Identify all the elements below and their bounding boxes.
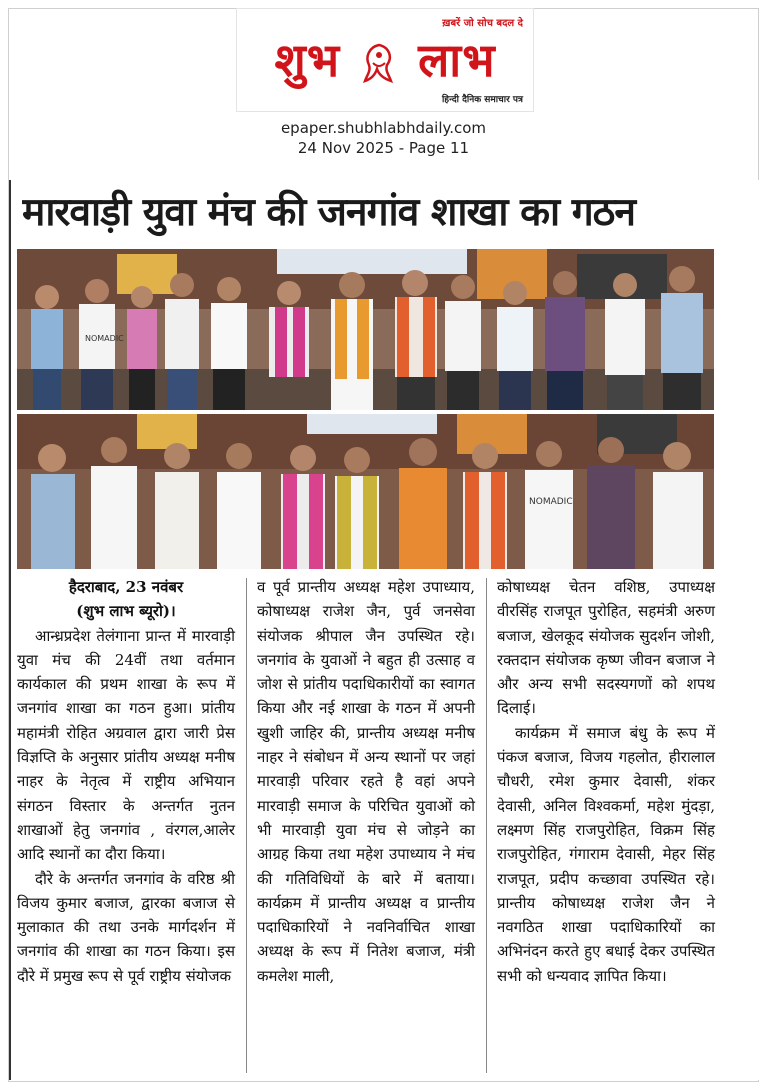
article-paragraph: व पूर्व प्रान्तीय अध्यक्ष महेश उपाध्याय, कोषाध्यक्ष राजेश जैन, पुर्व जनसेवा संयोजक श्रीपाल जैन उपस्थित रहे। जनगांव के युवाओं ने बहुत ही उत्साह व जोश से प्रांतीय पदाधिकारीयों का स्वागत किया और नई शाखा के गठन में अपनी खुशी जाहिर की, प्रान्तीय अध्यक्ष मनीष नाहर ने संबोधन में अन्य स्थानों पर जहां मारवाड़ी परिवार रहते है वहां अपने मारवाड़ी समाज के परिचित युवाओं को भी मारवाड़ी युवा मंच से जोड़ने का आग्रह किया तथा महेश उपाध्याय ने मंच की गतिविधियों के बारे में बताया। कार्यक्रम में प्रान्तीय अध्यक्ष व प्रान्तीय पदाधिकारियों ने नवनिर्वाचित शाखा अध्यक्ष के रूप में नितेश बजाज, मंत्री कमलेश माली,: [257, 578, 475, 985]
masthead-tagline: ख़बरें जो सोच बदल दे: [442, 18, 523, 29]
masthead-subline: हिन्दी दैनिक समाचार पत्र: [441, 95, 523, 105]
article-headline: मारवाड़ी युवा मंच की जनगांव शाखा का गठन: [22, 190, 635, 235]
article-column-1: [17, 575, 235, 988]
column-divider: [246, 578, 247, 1073]
group-photo-bottom-image: [17, 414, 714, 569]
article-dateline: हैदराबाद, 23 नवंबर: [68, 578, 184, 596]
article-column-2: [257, 575, 475, 988]
photo2-shirt-text: NOMADIC: [529, 497, 573, 507]
article-paragraph: कोषाध्यक्ष चेतन वशिष्ठ, उपाध्यक्ष वीरसिंह राजपूत पुरोहित, सहमंत्री अरुण बजाज, खेलकूद संयोजक सुदर्शन जोशी, रक्तदान संयोजक कृष्ण जीवन बजाज ने और अन्य सभी सदस्यगणों को शपथ दिलाई।: [497, 578, 715, 718]
group-photo-top: [17, 249, 714, 410]
article-paragraph: दौरे के अन्तर्गत जनगांव के वरिष्ठ श्री विजय कुमार बजाज, द्वारका बजाज से मुलाकात की तथा उनके मार्गदर्शन में जनगांव की शाखा का गठन किया। इस दौरे में प्रमुख रूप से पूर्व राष्ट्रीय संयोजक: [17, 869, 235, 985]
photo1-shirt-text: NOMADIC: [85, 334, 124, 343]
newspaper-logo: [237, 29, 533, 91]
logo-word-left: शुभ: [274, 33, 341, 87]
epaper-url: epaper.shubhlabhdaily.com: [280, 119, 487, 137]
logo-word-right: लाभ: [418, 33, 496, 87]
column-divider: [486, 578, 487, 1073]
article-paragraph: कार्यक्रम में समाज बंधु के रूप में पंकज बजाज, विजय गहलोत, हीरालाल चौधरी, रमेश कुमार देवासी, शंकर देवासी, अनिल विश्वकर्मा, महेश मुंदड़ा, लक्ष्मण सिंह राजपुरोहित, विक्रम सिंह राजपुरोहित, गंगाराम देवासी, मेहर सिंह राजपूत, प्रदीप कच्छावा उपस्थित रहे। प्रान्तीय कोषाध्यक्ष राजेश जैन ने नवगठित शाखा पदाधिकारियों का अभिनंदन करते हुए बधाई देकर उपस्थित सभी को धन्यवाद ज्ञापित किया।: [497, 723, 715, 985]
article-paragraph: आन्ध्रप्रदेश तेलंगाना प्रान्त में मारवाड़ी युवा मंच की 24वीं तथा वर्तमान कार्यकाल की प्रथम शाखा के रूप में जनगांव शाखा का गठन हुआ। प्रांतीय महामंत्री रोहित अग्रवाल द्वारा जारी प्रेस विज्ञप्ति के अनुसार प्रांतीय अध्यक्ष मनीष नाहर के नेतृत्व में राष्ट्रीय अभियान संगठन विस्तार के अन्तर्गत नुतन शाखाओं हेतु जनगांव , वंरगल,आलेर आदि स्थानों का दौरा किया।: [17, 626, 235, 864]
ganesha-emblem-icon: [359, 41, 399, 87]
issue-date-page: 24 Nov 2025 - Page 11: [297, 139, 470, 157]
newspaper-masthead: [236, 8, 534, 112]
group-photo-top-image: [17, 249, 714, 410]
article-column-3: [497, 575, 715, 988]
group-photo-bottom: [17, 414, 714, 569]
article-bureau: (शुभ लाभ ब्यूरो)।: [76, 602, 176, 621]
